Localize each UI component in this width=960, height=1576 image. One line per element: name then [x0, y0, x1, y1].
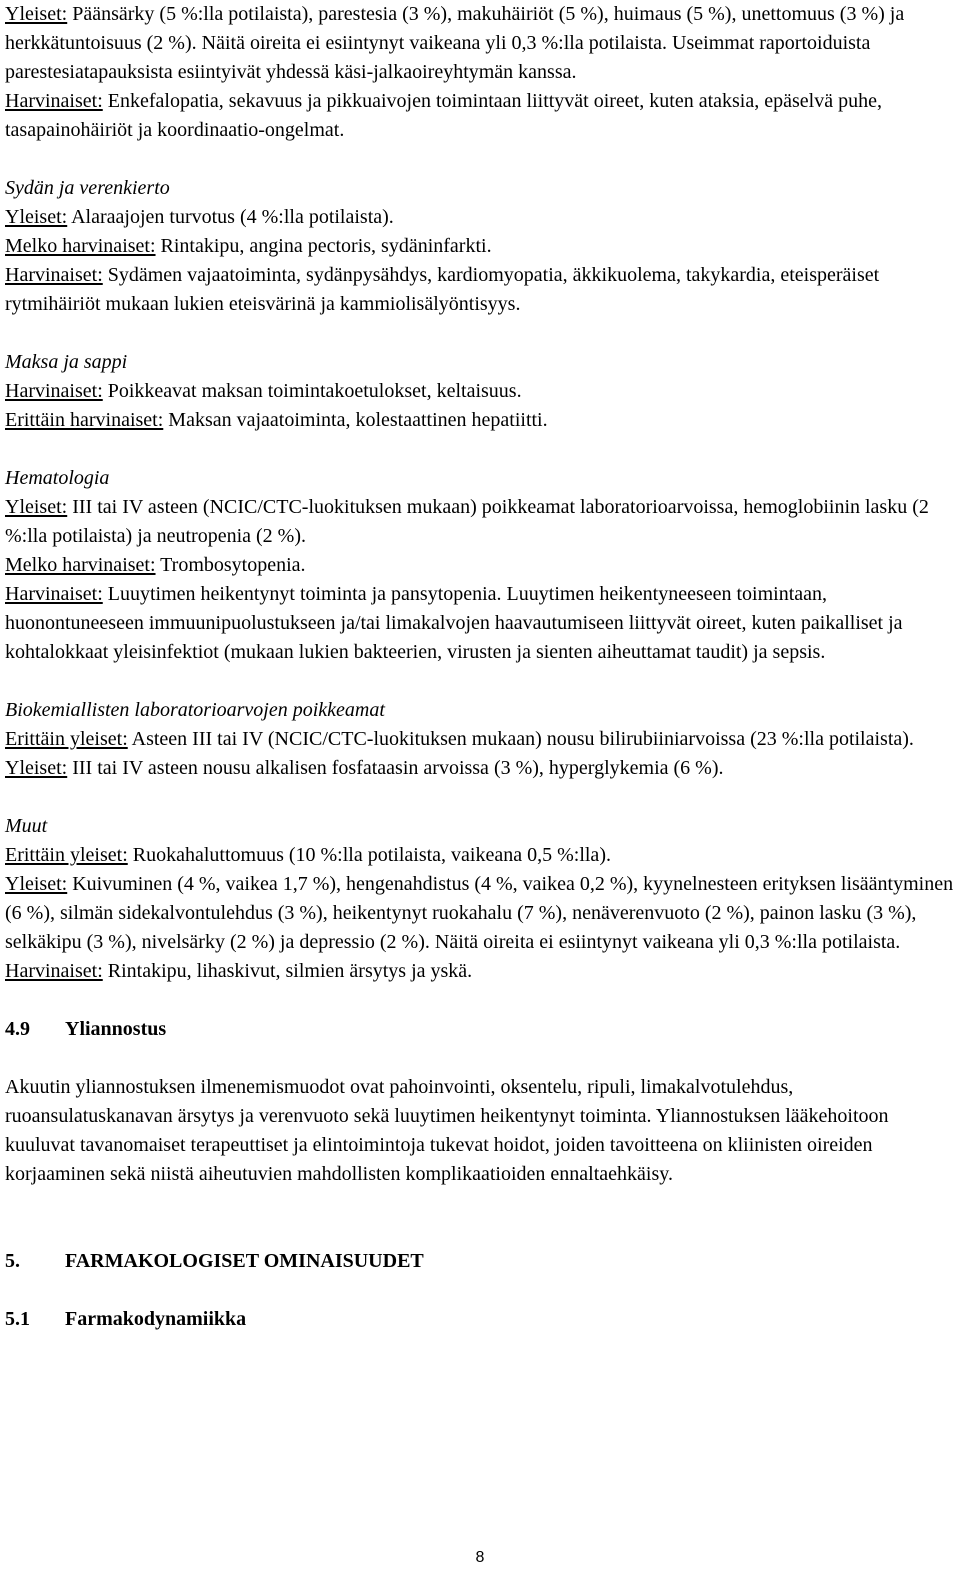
section-title: Yliannostus: [65, 1018, 167, 1040]
frequency-label: Yleiset:: [5, 3, 68, 25]
hema-rare: Harvinaiset: Luuytimen heikentynyt toiminta ja pansytopenia. Luuytimen heikentyneeseen toimintaan, huonontuneeseen immuunipuolustukseen ja/tai limakalvojen haavautumiseen liittyvät oireet, kuten paikalliset ja kohtalokkaat yleisinfektiot (mukaan lukien bakteerien, virusten ja sienten aiheuttamat taudit) ja sepsis.: [5, 583, 903, 663]
section-4-9-heading: [5, 1015, 955, 1044]
page-number: 8: [475, 1549, 485, 1566]
frequency-label: Yleiset:: [5, 873, 68, 895]
frequency-label: Erittäin harvinaiset:: [5, 409, 164, 431]
frequency-label: Harvinaiset:: [5, 380, 103, 402]
section-number: 5.: [5, 1250, 20, 1272]
other-very-common: Erittäin yleiset: Ruokahaluttomuus (10 %:lla potilaista, vaikeana 0,5 %:lla).: [5, 844, 611, 866]
section-5-heading: [5, 1247, 955, 1276]
biochem-heading: Biokemiallisten laboratorioarvojen poikkeamat: [5, 699, 385, 721]
section-5-1-heading: [5, 1305, 955, 1334]
overdose-text: Akuutin yliannostuksen ilmenemismuodot ovat pahoinvointi, oksentelu, ripuli, limakalvotulehdus, ruoansulatuskanavan ärsytys ja verenvuoto sekä luuytimen heikentynyt toiminta. Yliannostuksen lääkehoitoon kuuluvat tavanomaiset terapeuttiset ja elintoimintoja tukevat hoidot, joiden tavoitteena on kliinisten oireiden korjaaminen sekä niistä aiheutuvien mahdollisten komplikaatioiden ennaltaehkäisy.: [5, 1076, 889, 1185]
cardio-heading: Sydän ja verenkierto: [5, 177, 170, 199]
hema-heading: Hematologia: [5, 467, 110, 489]
biochem-common: Yleiset: III tai IV asteen nousu alkalisen fosfataasin arvoissa (3 %), hyperglykemia (6 %).: [5, 757, 724, 779]
liver-heading: Maksa ja sappi: [5, 351, 128, 373]
nervous-common: Yleiset: Päänsärky (5 %:lla potilaista), parestesia (3 %), makuhäiriöt (5 %), huimaus (5 %), unettomuus (3 %) ja herkkätuntoisuus (2 %). Näitä oireita ei esiintynyt vaikeana yli 0,3 %:lla potilaista. Useimmat raportoiduista parestesiatapauksista esiintyivät yhdessä käsi-jalkaoireyhtymän kanssa.: [5, 3, 905, 83]
liver-rare: Harvinaiset: Poikkeavat maksan toimintakoetulokset, keltaisuus.: [5, 380, 522, 402]
section-number: 5.1: [5, 1308, 30, 1330]
section-title: Farmakodynamiikka: [65, 1308, 247, 1330]
biochem-very-common: Erittäin yleiset: Asteen III tai IV (NCIC/CTC-luokituksen mukaan) nousu bilirubiiniarvoissa (23 %:lla potilaista).: [5, 728, 914, 750]
frequency-label: Harvinaiset:: [5, 90, 103, 112]
hema-uncommon: Melko harvinaiset: Trombosytopenia.: [5, 554, 306, 576]
document-page: [5, 0, 955, 1334]
frequency-label: Yleiset:: [5, 757, 68, 779]
other-common: Yleiset: Kuivuminen (4 %, vaikea 1,7 %), hengenahdistus (4 %, vaikea 0,2 %), kyynelnesteen erityksen lisääntyminen (6 %), silmän sidekalvontulehdus (3 %), heikentynyt ruokahalu (7 %), nenäverenvuoto (2 %), painon lasku (3 %), selkäkipu (3 %), nivelsärky (2 %) ja depressio (2 %). Näitä oireita ei esiintynyt vaikeana yli 0,3 %:lla potilaista.: [5, 873, 954, 953]
frequency-label: Harvinaiset:: [5, 583, 103, 605]
cardio-uncommon: Melko harvinaiset: Rintakipu, angina pectoris, sydäninfarkti.: [5, 235, 492, 257]
nervous-rare: Harvinaiset: Enkefalopatia, sekavuus ja pikkuaivojen toimintaan liittyvät oireet, kuten ataksia, epäselvä puhe, tasapainohäiriöt ja koordinaatio-ongelmat.: [5, 90, 882, 141]
cardio-rare: Harvinaiset: Sydämen vajaatoiminta, sydänpysähdys, kardiomyopatia, äkkikuolema, takykardia, eteisperäiset rytmihäiriöt mukaan lukien eteisvärinä ja kammiolisälyöntisyys.: [5, 264, 880, 315]
frequency-label: Yleiset:: [5, 206, 68, 228]
frequency-label: Erittäin yleiset:: [5, 844, 128, 866]
frequency-label: Harvinaiset:: [5, 960, 103, 982]
cardio-common: Yleiset: Alaraajojen turvotus (4 %:lla potilaista).: [5, 206, 394, 228]
frequency-label: Yleiset:: [5, 496, 68, 518]
liver-very-rare: Erittäin harvinaiset: Maksan vajaatoiminta, kolestaattinen hepatiitti.: [5, 409, 548, 431]
frequency-label: Melko harvinaiset:: [5, 554, 156, 576]
frequency-label: Erittäin yleiset:: [5, 728, 128, 750]
hema-common: Yleiset: III tai IV asteen (NCIC/CTC-luokituksen mukaan) poikkeamat laboratorioarvoissa, hemoglobiinin lasku (2 %:lla potilaista) ja neutropenia (2 %).: [5, 496, 929, 547]
frequency-label: Melko harvinaiset:: [5, 235, 156, 257]
other-heading: Muut: [5, 815, 48, 837]
frequency-label: Harvinaiset:: [5, 264, 103, 286]
other-rare: Harvinaiset: Rintakipu, lihaskivut, silmien ärsytys ja yskä.: [5, 960, 473, 982]
section-number: 4.9: [5, 1018, 30, 1040]
section-title: FARMAKOLOGISET OMINAISUUDET: [65, 1250, 424, 1272]
